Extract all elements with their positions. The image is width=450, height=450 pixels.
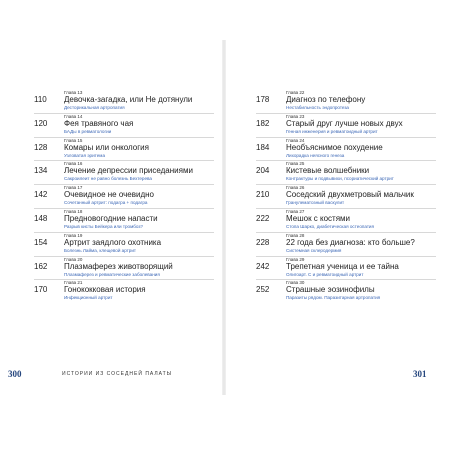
chapter-label: Глава 25 [286,161,305,167]
entry-page-number: 210 [256,190,270,200]
chapter-label: Глава 28 [286,232,305,238]
toc-entry [34,161,214,185]
entry-page-number: 154 [34,237,48,247]
entry-page-number: 128 [34,142,48,152]
entry-page-number: 148 [34,213,48,223]
book-gutter [222,40,226,395]
chapter-subtitle: Разрыв кисты Бейкера или тромбоз? [64,223,143,229]
entry-page-number: 110 [34,95,47,104]
chapter-subtitle: Паразиты рядом. Паразитарная артропатия [286,295,381,301]
toc-entry [256,257,436,281]
toc-entry [34,209,214,233]
chapter-label: Глава 24 [286,137,305,143]
toc-entry [256,138,436,162]
chapter-title: Мешок с костями [286,213,351,223]
toc-entry [34,114,214,138]
chapter-title: Кистевые волшебники [286,166,370,176]
chapter-label: Глава 15 [64,137,83,143]
chapter-label: Глава 23 [286,113,305,119]
toc-entry [256,90,436,114]
right-page-number: 301 [413,369,427,379]
entry-page-number: 242 [256,261,270,271]
chapter-title: Необъяснимое похудение [286,142,383,152]
chapter-label: Глава 21 [64,280,83,286]
entry-page-number: 142 [34,190,48,200]
entry-page-number: 120 [34,118,48,128]
chapter-subtitle: Гранулематозный васкулит [286,200,345,206]
entry-page-number: 252 [256,285,270,295]
toc-entry [256,233,436,257]
chapter-label: Глава 14 [64,113,83,119]
chapter-label: Глава 16 [64,161,83,167]
running-head: ИСТОРИИ ИЗ СОСЕДНЕЙ ПАЛАТЫ [62,371,173,377]
chapter-subtitle: Сочетанный артрит: подагра + подагра [64,200,148,206]
chapter-title: Очевидное не очевидно [64,190,154,200]
chapter-subtitle: Олигоарт. С и ревматоидный артрит [286,271,364,277]
chapter-title: Комары или онкология [64,142,149,152]
chapter-subtitle: Лихорадка неясного генеза [286,152,345,158]
chapter-title: 22 года без диагноза: кто больше? [286,237,415,247]
chapter-subtitle: Узловатая эритема [64,152,105,158]
entry-page-number: 222 [256,213,270,223]
chapter-label: Глава 27 [286,208,305,214]
entry-page-number: 178 [256,95,270,104]
chapter-subtitle: Генная инженерия и ревматоидный артрит [286,128,378,134]
chapter-subtitle: Контрактуры и подвывихи, псориатический артрит [286,176,394,182]
toc-entry [34,280,214,304]
chapter-title: Трепетная ученица и ее тайна [286,261,399,271]
chapter-label: Глава 18 [64,208,83,214]
chapter-subtitle: Инфекционный артрит [64,295,113,301]
entry-page-number: 228 [256,237,270,247]
chapter-label: Глава 17 [64,185,83,191]
chapter-label: Глава 26 [286,185,305,191]
toc-entry [34,90,214,114]
chapter-title: Плазмаферез животворящий [64,261,173,271]
toc-entry [256,280,436,304]
chapter-subtitle: Плазмаферез и ревматические заболевания [64,271,160,277]
chapter-label: Глава 30 [286,280,305,286]
chapter-title: Диагноз по телефону [286,95,366,104]
chapter-title: Фея травяного чая [64,118,134,128]
toc-entry [34,257,214,281]
toc-entry [256,185,436,209]
entry-page-number: 170 [34,285,48,295]
chapter-subtitle: Сакроилеит не равно болезнь Бехтерева [64,176,152,182]
chapter-title: Девочка-загадка, или Не дотянули [64,95,193,104]
chapter-title: Страшные эозинофилы [286,285,375,295]
toc-entry [34,138,214,162]
chapter-subtitle: БАДы в ревматологии [64,128,112,134]
entry-page-number: 204 [256,166,270,176]
chapter-label: Глава 13 [64,90,83,95]
left-toc-list [34,90,214,304]
toc-entry [34,185,214,209]
chapter-title: Предновогодние напасти [64,213,158,223]
toc-entry [256,209,436,233]
toc-entry [256,161,436,185]
entry-page-number: 162 [34,261,48,271]
toc-entry [34,233,214,257]
chapter-title: Старый друг лучше новых двух [286,118,403,128]
chapter-subtitle: Нестабильность эндопротеза [286,105,349,110]
chapter-label: Глава 19 [64,232,83,238]
chapter-label: Глава 29 [286,256,305,262]
chapter-subtitle: Системная склеродермия [286,247,342,253]
chapter-subtitle: Десторикальная артропатия [64,105,125,110]
chapter-label: Глава 20 [64,256,83,262]
chapter-subtitle: Стопа Шарко, диабетическая остеопатия [286,223,374,229]
chapter-subtitle: Болезнь Лайма, клещевой артрит [64,247,137,253]
toc-entry [256,114,436,138]
left-page-number: 300 [8,369,22,379]
entry-page-number: 182 [256,118,270,128]
chapter-title: Артрит заядлого охотника [64,237,162,247]
chapter-title: Лечение депрессии приседаниями [64,166,193,176]
entry-page-number: 134 [34,166,48,176]
chapter-title: Гонококковая история [64,285,146,295]
chapter-title: Соседский двухметровый мальчик [286,190,414,200]
right-toc-list [256,90,436,304]
chapter-label: Глава 22 [286,90,305,95]
entry-page-number: 184 [256,142,270,152]
